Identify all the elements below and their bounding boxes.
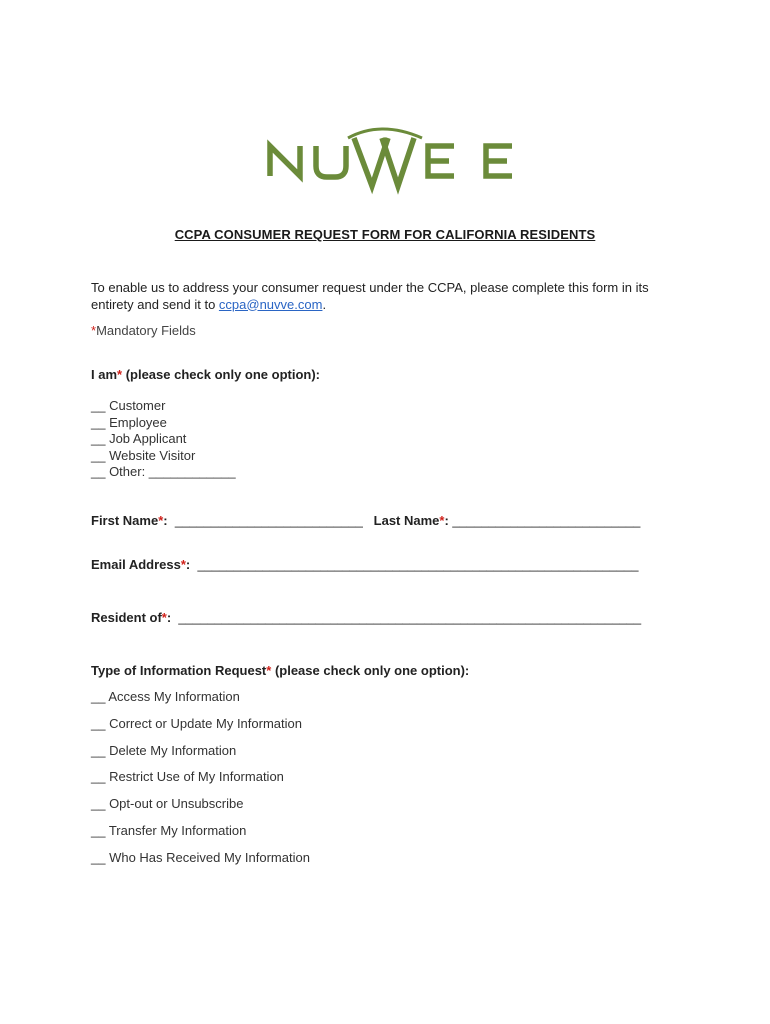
resident-row — [91, 610, 641, 625]
form-title: CCPA CONSUMER REQUEST FORM FOR CALIFORNIA RESIDENTS — [174, 227, 596, 242]
contact-email-link[interactable]: ccpa@nuvve.com — [218, 296, 323, 312]
request-type-question — [91, 663, 469, 678]
resident-of-field[interactable]: ________________________________________________________________ — [171, 610, 642, 625]
last-name-label: Last Name — [373, 513, 440, 528]
required-star: * — [266, 663, 272, 678]
option-website-visitor[interactable]: __ Website Visitor — [91, 447, 196, 463]
option-delete-my-information[interactable]: __ Delete My Information — [91, 742, 237, 758]
option-transfer-my-information[interactable]: __ Transfer My Information — [91, 822, 247, 838]
first-name-field[interactable]: __________________________ — [167, 513, 374, 528]
required-star: * — [439, 513, 445, 528]
request-type-instruction: (please check only one option): — [271, 663, 470, 678]
option-restrict-use[interactable]: __ Restrict Use of My Information — [91, 769, 284, 785]
required-star: * — [161, 610, 167, 625]
option-job-applicant[interactable]: __ Job Applicant — [91, 431, 187, 446]
option-employee[interactable]: __ Employee — [91, 414, 167, 430]
i-am-question — [91, 367, 320, 382]
name-row — [91, 513, 640, 528]
mandatory-fields-label: Mandatory Fields — [96, 323, 196, 338]
last-name-colon: : — [444, 513, 449, 528]
required-star: * — [117, 367, 123, 382]
i-am-options — [91, 398, 236, 481]
mandatory-fields-note — [91, 323, 196, 338]
email-row — [91, 557, 639, 572]
required-star: * — [91, 323, 97, 338]
nuvve-logo — [236, 98, 530, 216]
first-name-colon: : — [163, 513, 168, 528]
option-other[interactable]: __ Other: ____________ — [91, 464, 236, 479]
i-am-instruction: (please check only one option): — [122, 367, 320, 382]
intro-text: To enable us to address your consumer request under the CCPA, please complete this form in its entirety and send it to — [91, 280, 649, 312]
resident-of-colon: : — [166, 610, 172, 625]
nuvve-logo-mark — [236, 98, 530, 216]
resident-of-label: Resident of — [91, 610, 162, 625]
option-opt-out[interactable]: __ Opt-out or Unsubscribe — [91, 796, 244, 812]
option-who-has-received[interactable]: __ Who Has Received My Information — [91, 849, 310, 865]
intro-period: . — [322, 296, 327, 312]
email-address-colon: : — [185, 557, 191, 572]
intro-paragraph — [91, 280, 681, 313]
required-star: * — [180, 557, 186, 572]
last-name-field[interactable]: __________________________ — [448, 513, 641, 528]
request-type-options — [91, 684, 310, 872]
request-type-label: Type of Information Request — [91, 663, 267, 678]
i-am-label: I am — [91, 367, 118, 382]
email-address-label: Email Address — [91, 557, 181, 572]
option-customer[interactable]: __ Customer — [91, 398, 166, 413]
email-address-field[interactable]: _____________________________________________________________ — [190, 557, 639, 572]
option-access-my-information[interactable]: __ Access My Information — [91, 689, 240, 704]
required-star: * — [158, 513, 164, 528]
option-correct-or-update[interactable]: __ Correct or Update My Information — [91, 715, 302, 731]
first-name-label: First Name — [91, 513, 159, 528]
